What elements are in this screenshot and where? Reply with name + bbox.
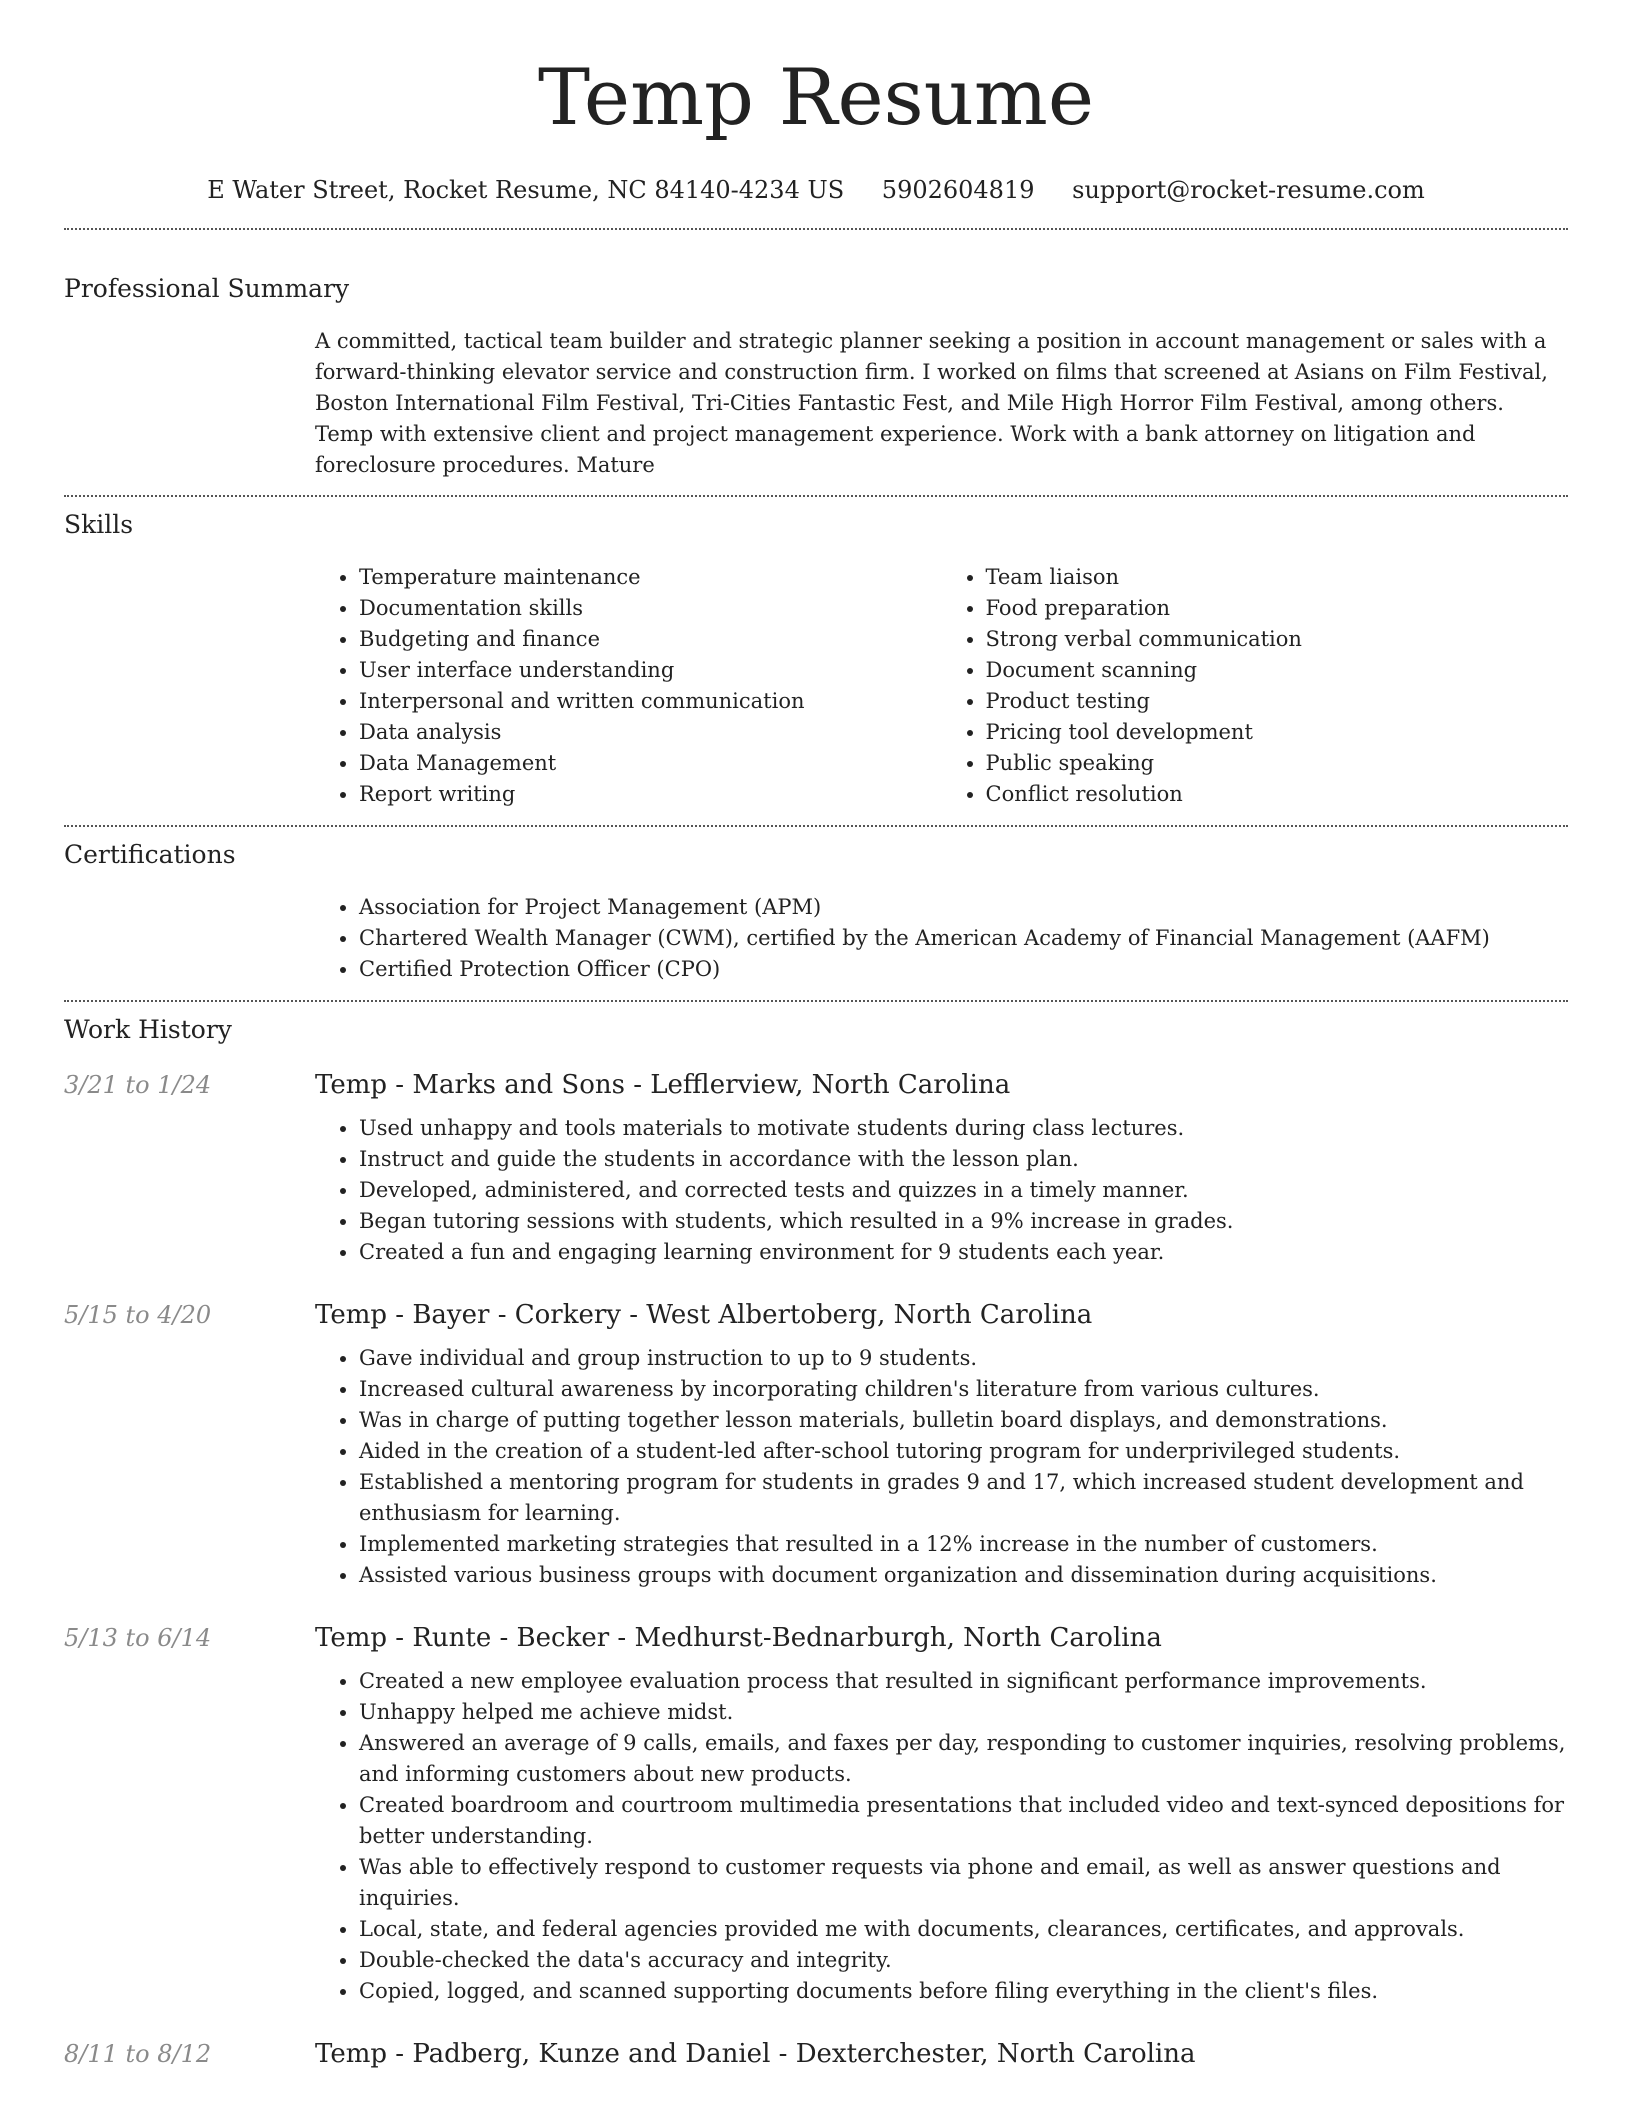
- skill-item: • Team liaison: [986, 562, 1569, 593]
- skill-item: • Documentation skills: [359, 593, 942, 624]
- job-bullet: • Created a fun and engaging learning environment for 9 students each year.: [359, 1237, 1568, 1268]
- job-entry: [64, 1068, 1568, 1268]
- resume-name: Temp Resume: [537, 53, 1095, 143]
- skill-item: • Data Management: [359, 748, 942, 779]
- job-header: [64, 1068, 1568, 1102]
- skill-item: • Food preparation: [986, 593, 1569, 624]
- skills-grid: [315, 562, 1568, 810]
- skill-item: • Conflict resolution: [986, 779, 1569, 810]
- job-bullet: • Aided in the creation of a student-led after-school tutoring program for underprivileged students.: [359, 1436, 1568, 1467]
- skill-item: • Interpersonal and written communication: [359, 686, 942, 717]
- job-bullet: • Answered an average of 9 calls, emails, and faxes per day, responding to customer inquiries, resolving problems, and informing customers about new products.: [359, 1728, 1568, 1790]
- skill-item: • Report writing: [359, 779, 942, 810]
- skills-list-right: [942, 562, 1569, 810]
- skill-item: • User interface understanding: [359, 655, 942, 686]
- skill-item: • Pricing tool development: [986, 717, 1569, 748]
- summary-content: [315, 326, 1568, 481]
- certifications-content: [315, 892, 1568, 985]
- job-bullet: • Copied, logged, and scanned supporting documents before filing everything in the client's files.: [359, 1976, 1568, 2007]
- certifications-divider: [64, 1000, 1568, 1002]
- job-bullets: [315, 1113, 1568, 1268]
- job-bullet: • Assisted various business groups with document organization and dissemination during acquisitions.: [359, 1560, 1568, 1591]
- job-bullet: • Gave individual and group instruction to up to 9 students.: [359, 1343, 1568, 1374]
- resume-page: [64, 0, 1568, 2071]
- job-bullet: • Local, state, and federal agencies provided me with documents, clearances, certificates, and approvals.: [359, 1914, 1568, 1945]
- certifications-list: [315, 892, 1568, 985]
- header-divider: [64, 228, 1568, 230]
- skill-item: • Strong verbal communication: [986, 624, 1569, 655]
- job-bullet: • Began tutoring sessions with students, which resulted in a 9% increase in grades.: [359, 1206, 1568, 1237]
- job-bullet: • Was able to effectively respond to customer requests via phone and email, as well as answer questions and inquiries.: [359, 1852, 1568, 1914]
- job-dates: 3/21 to 1/24: [64, 1071, 212, 1099]
- job-bullet: • Implemented marketing strategies that resulted in a 12% increase in the number of customers.: [359, 1529, 1568, 1560]
- job-bullet: • Double-checked the data's accuracy and integrity.: [359, 1945, 1568, 1976]
- contact-address: E Water Street, Rocket Resume, NC 84140-4234 US: [207, 176, 845, 204]
- summary-divider: [64, 495, 1568, 497]
- skill-item: • Document scanning: [986, 655, 1569, 686]
- summary-section: [64, 272, 1568, 481]
- job-bullet: • Unhappy helped me achieve midst.: [359, 1697, 1568, 1728]
- job-dates: 5/13 to 6/14: [64, 1624, 212, 1652]
- job-title: Temp - Bayer - Corkery - West Albertoberg, North Carolina: [315, 1300, 1093, 1330]
- certification-item: • Chartered Wealth Manager (CWM), certified by the American Academy of Financial Management (AAFM): [359, 923, 1568, 954]
- job-bullet: • Used unhappy and tools materials to motivate students during class lectures.: [359, 1113, 1568, 1144]
- skills-title: Skills: [64, 510, 134, 539]
- job-bullet: • Created boardroom and courtroom multimedia presentations that included video and text-synced depositions for better understanding.: [359, 1790, 1568, 1852]
- skill-item: • Data analysis: [359, 717, 942, 748]
- job-title: Temp - Marks and Sons - Lefflerview, North Carolina: [315, 1070, 1011, 1100]
- job-header: [64, 1298, 1568, 1332]
- job-bullet: • Was in charge of putting together lesson materials, bulletin board displays, and demonstrations.: [359, 1405, 1568, 1436]
- job-header: [64, 1621, 1568, 1655]
- work-title: Work History: [64, 1015, 232, 1044]
- contact-line: [64, 174, 1568, 206]
- contact-phone: 5902604819: [881, 176, 1035, 204]
- work-section: [64, 1013, 1568, 2071]
- job-entry: [64, 2037, 1568, 2071]
- contact-email: support@rocket-resume.com: [1072, 176, 1425, 204]
- job-bullet: • Instruct and guide the students in accordance with the lesson plan.: [359, 1144, 1568, 1175]
- job-header: [64, 2037, 1568, 2071]
- job-bullet: • Created a new employee evaluation process that resulted in significant performance improvements.: [359, 1666, 1568, 1697]
- certifications-section: [64, 838, 1568, 985]
- job-bullet: • Developed, administered, and corrected tests and quizzes in a timely manner.: [359, 1175, 1568, 1206]
- job-bullet: • Increased cultural awareness by incorporating children's literature from various cultures.: [359, 1374, 1568, 1405]
- skills-content: [315, 562, 1568, 810]
- job-entry: [64, 1621, 1568, 2007]
- skill-item: • Temperature maintenance: [359, 562, 942, 593]
- skill-item: • Product testing: [986, 686, 1569, 717]
- skills-section: [64, 508, 1568, 810]
- job-title: Temp - Padberg, Kunze and Daniel - Dexterchester, North Carolina: [315, 2039, 1196, 2069]
- job-bullet: • Established a mentoring program for students in grades 9 and 17, which increased student development and enthusiasm for learning.: [359, 1467, 1568, 1529]
- summary-title: Professional Summary: [64, 274, 350, 303]
- job-entry: [64, 1298, 1568, 1591]
- summary-text: A committed, tactical team builder and strategic planner seeking a position in account management or sales with a forward-thinking elevator service and construction firm. I worked on films that screened at Asians on Film Festival, Boston International Film Festival, Tri-Cities Fantastic Fest, and Mile High Horror Film Festival, among others. Temp with extensive client and project management experience. Work with a bank attorney on litigation and foreclosure procedures. Mature: [315, 329, 1548, 477]
- job-dates: 5/15 to 4/20: [64, 1301, 212, 1329]
- job-bullets: [315, 1666, 1568, 2007]
- certification-item: • Association for Project Management (APM): [359, 892, 1568, 923]
- job-dates: 8/11 to 8/12: [64, 2040, 212, 2068]
- skills-list-left: [315, 562, 942, 810]
- certification-item: • Certified Protection Officer (CPO): [359, 954, 1568, 985]
- job-bullets: [315, 1343, 1568, 1591]
- skill-item: • Budgeting and finance: [359, 624, 942, 655]
- job-title: Temp - Runte - Becker - Medhurst-Bednarburgh, North Carolina: [315, 1623, 1162, 1653]
- skill-item: • Public speaking: [986, 748, 1569, 779]
- certifications-title: Certifications: [64, 840, 236, 869]
- skills-divider: [64, 825, 1568, 827]
